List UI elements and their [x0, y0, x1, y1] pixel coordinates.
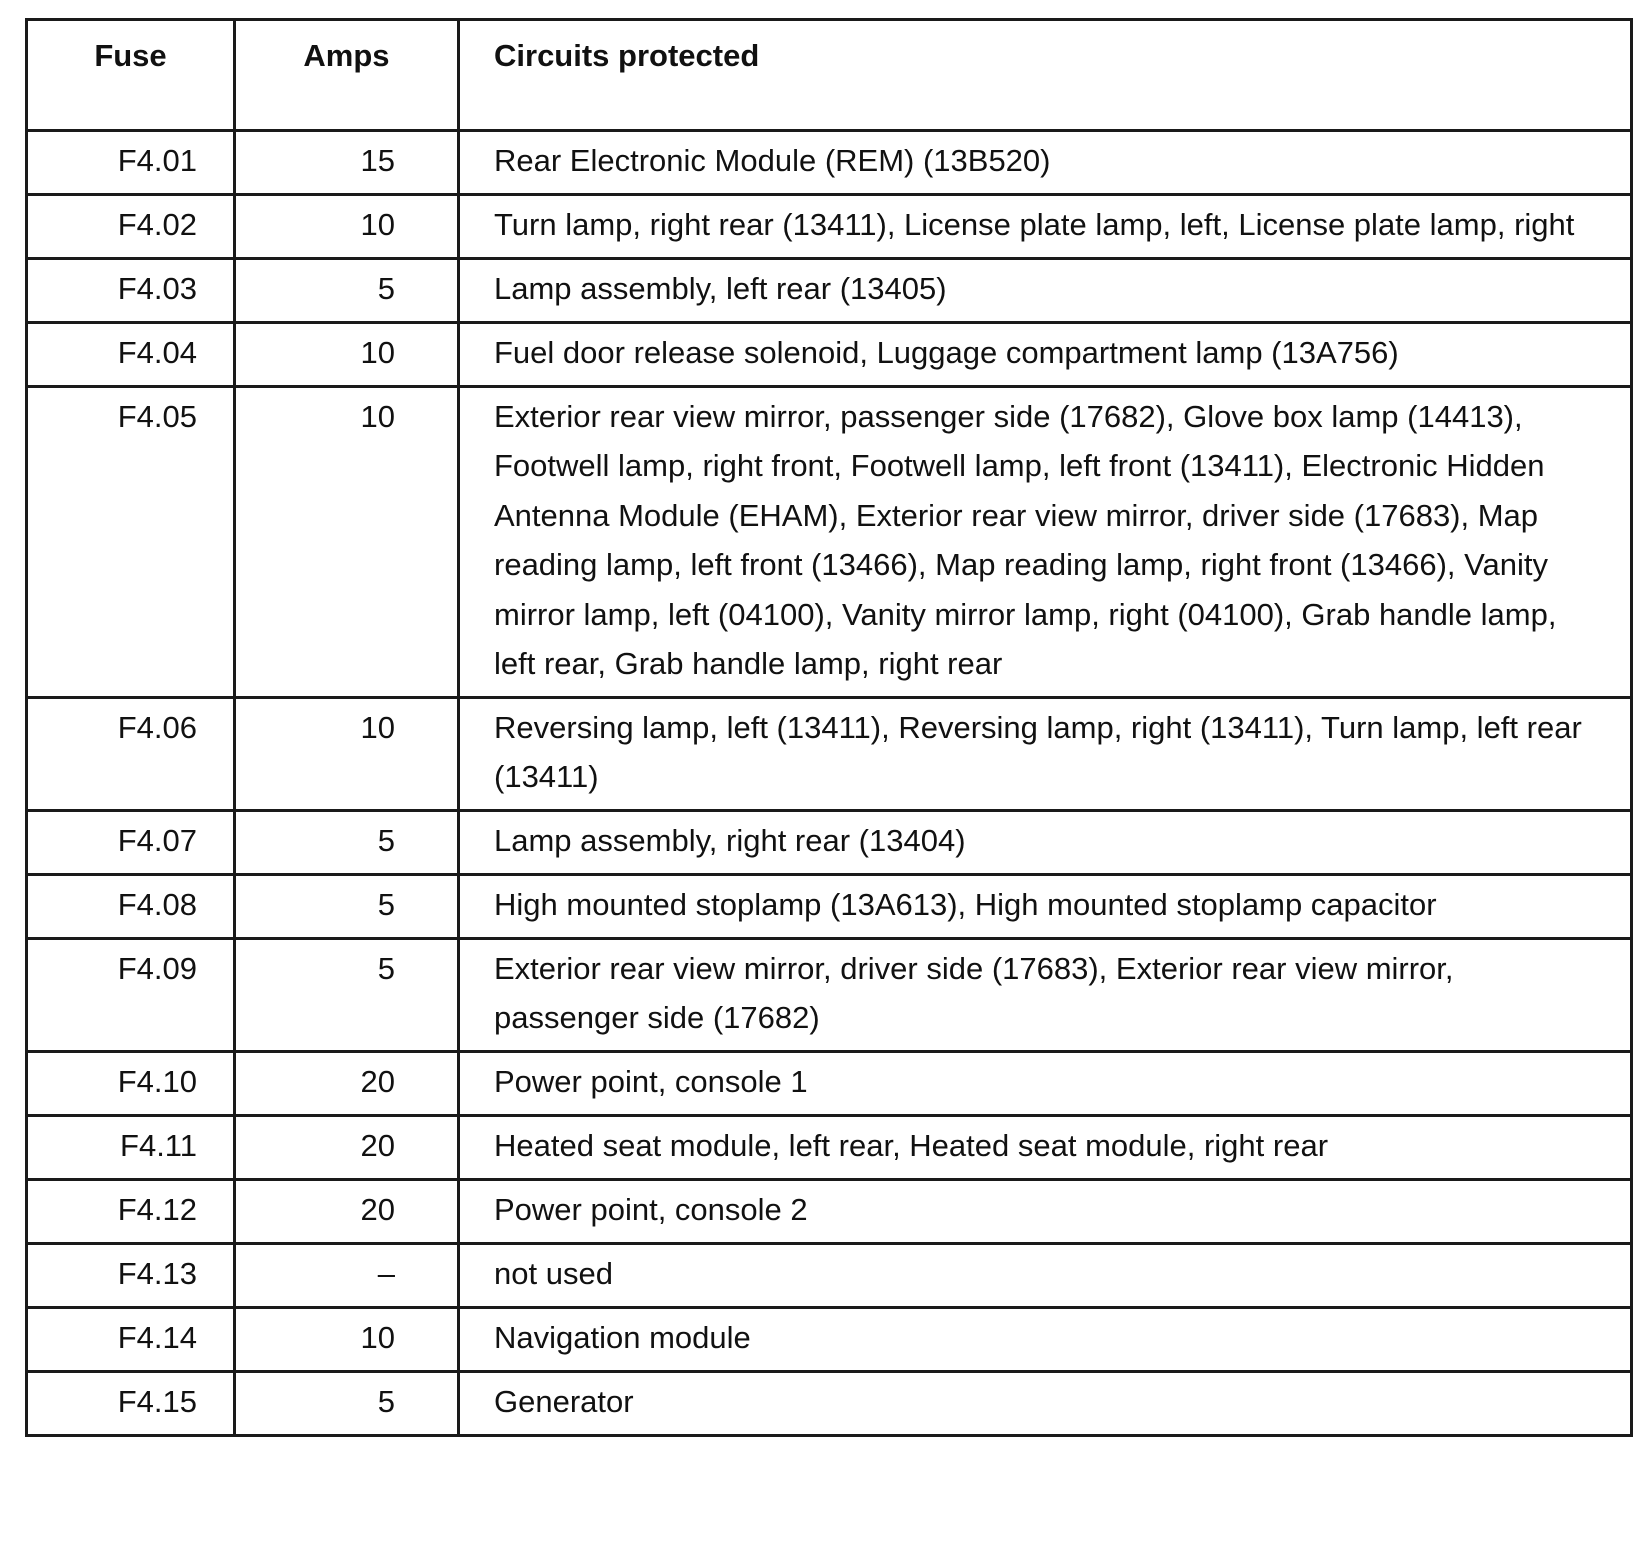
amps-cell: 15	[235, 131, 459, 195]
table-row	[27, 1307, 1632, 1371]
circuits-cell: not used	[459, 1243, 1632, 1307]
amps-cell: 10	[235, 1307, 459, 1371]
table-row	[27, 1051, 1632, 1115]
amps-cell: –	[235, 1243, 459, 1307]
amps-cell: 20	[235, 1051, 459, 1115]
amps-cell: 20	[235, 1115, 459, 1179]
circuits-cell: Generator	[459, 1371, 1632, 1435]
circuits-cell: Power point, console 2	[459, 1179, 1632, 1243]
fuse-cell: F4.06	[27, 697, 235, 810]
table-row	[27, 131, 1632, 195]
table-row	[27, 1243, 1632, 1307]
amps-cell: 10	[235, 322, 459, 386]
circuits-cell: Lamp assembly, right rear (13404)	[459, 810, 1632, 874]
table-body	[27, 131, 1632, 1436]
fuse-cell: F4.13	[27, 1243, 235, 1307]
header-amps: Amps	[235, 20, 459, 131]
circuits-cell: Reversing lamp, left (13411), Reversing lamp, right (13411), Turn lamp, left rear (13411)	[459, 697, 1632, 810]
circuits-cell: High mounted stoplamp (13A613), High mounted stoplamp capacitor	[459, 874, 1632, 938]
circuits-cell: Exterior rear view mirror, passenger side (17682), Glove box lamp (14413), Footwell lamp, right front, Footwell lamp, left front (13411), Electronic Hidden Antenna Module (EHAM), Exterior rear view mirror, driver side (17683), Map reading lamp, left front (13466), Map reading lamp, right front (13466), Vanity mirror lamp, left (04100), Vanity mirror lamp, right (04100), Grab handle lamp, left rear, Grab handle lamp, right rear	[459, 386, 1632, 697]
amps-cell: 5	[235, 874, 459, 938]
amps-cell: 10	[235, 697, 459, 810]
circuits-cell: Exterior rear view mirror, driver side (17683), Exterior rear view mirror, passenger side (17682)	[459, 938, 1632, 1051]
fuse-table	[25, 18, 1633, 1437]
circuits-cell: Lamp assembly, left rear (13405)	[459, 258, 1632, 322]
fuse-cell: F4.05	[27, 386, 235, 697]
amps-cell: 5	[235, 938, 459, 1051]
header-fuse: Fuse	[27, 20, 235, 131]
table-row	[27, 195, 1632, 259]
fuse-cell: F4.01	[27, 131, 235, 195]
table-row	[27, 1115, 1632, 1179]
fuse-cell: F4.15	[27, 1371, 235, 1435]
fuse-cell: F4.11	[27, 1115, 235, 1179]
circuits-cell: Turn lamp, right rear (13411), License plate lamp, left, License plate lamp, right	[459, 195, 1632, 259]
fuse-cell: F4.09	[27, 938, 235, 1051]
amps-cell: 5	[235, 810, 459, 874]
amps-cell: 5	[235, 1371, 459, 1435]
table-row	[27, 874, 1632, 938]
table-header	[27, 20, 1632, 131]
fuse-cell: F4.02	[27, 195, 235, 259]
amps-cell: 20	[235, 1179, 459, 1243]
circuits-cell: Heated seat module, left rear, Heated seat module, right rear	[459, 1115, 1632, 1179]
fuse-cell: F4.08	[27, 874, 235, 938]
amps-cell: 10	[235, 195, 459, 259]
table-row	[27, 258, 1632, 322]
table-row	[27, 697, 1632, 810]
header-circuits-protected: Circuits protected	[459, 20, 1632, 131]
table-row	[27, 1179, 1632, 1243]
fuse-cell: F4.03	[27, 258, 235, 322]
circuits-cell: Navigation module	[459, 1307, 1632, 1371]
table-row	[27, 322, 1632, 386]
circuits-cell: Fuel door release solenoid, Luggage compartment lamp (13A756)	[459, 322, 1632, 386]
table-row	[27, 386, 1632, 697]
circuits-cell: Rear Electronic Module (REM) (13B520)	[459, 131, 1632, 195]
table-row	[27, 1371, 1632, 1435]
fuse-cell: F4.12	[27, 1179, 235, 1243]
fuse-cell: F4.10	[27, 1051, 235, 1115]
table-row	[27, 938, 1632, 1051]
fuse-cell: F4.04	[27, 322, 235, 386]
table-row	[27, 810, 1632, 874]
amps-cell: 5	[235, 258, 459, 322]
fuse-cell: F4.14	[27, 1307, 235, 1371]
circuits-cell: Power point, console 1	[459, 1051, 1632, 1115]
amps-cell: 10	[235, 386, 459, 697]
header-row	[27, 20, 1632, 131]
fuse-cell: F4.07	[27, 810, 235, 874]
